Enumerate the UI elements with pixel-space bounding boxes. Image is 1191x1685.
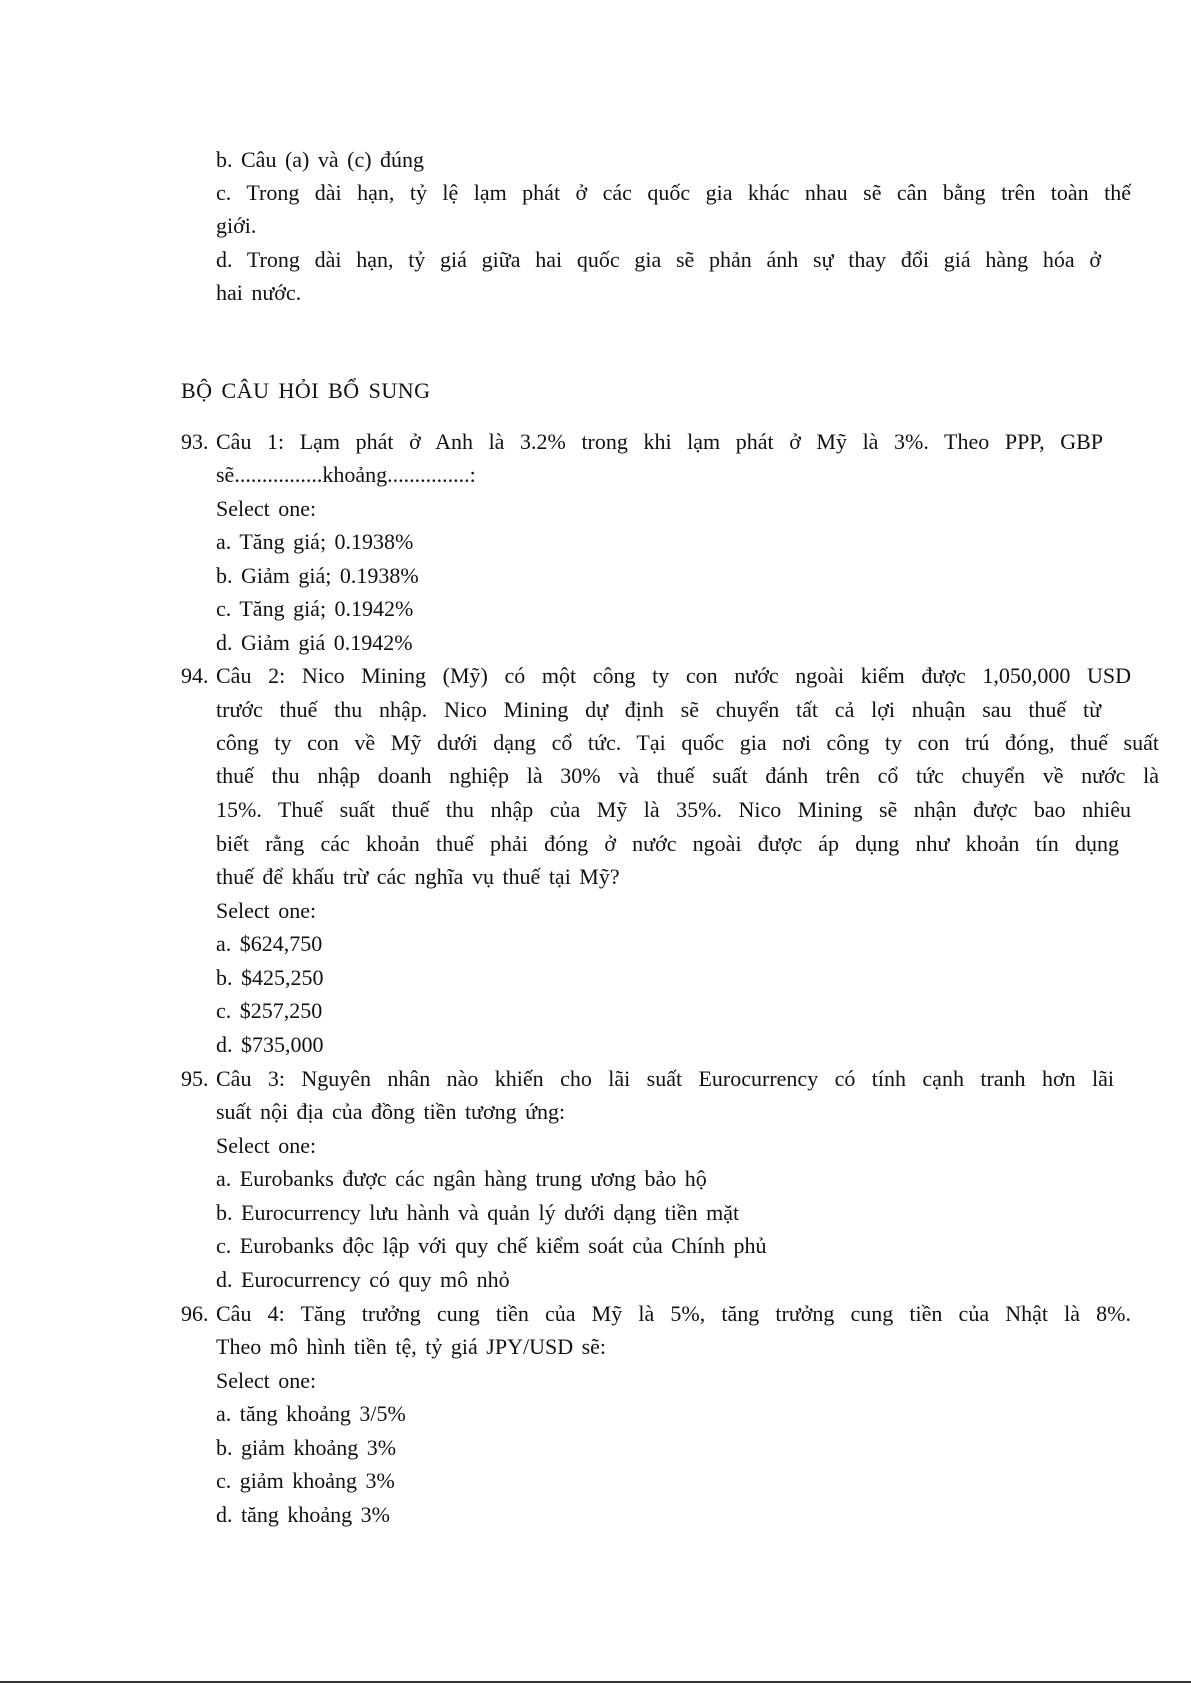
question-text-line: Theo mô hình tiền tệ, tỷ giá JPY/USD sẽ: xyxy=(216,1334,607,1359)
question-text-line: thuế để khấu trừ các nghĩa vụ thuế tại Mỹ? xyxy=(216,864,620,889)
answer-option-c: c. giảm khoảng 3% xyxy=(216,1468,395,1493)
answer-option-b: b. giảm khoảng 3% xyxy=(216,1435,397,1460)
answer-option-d: d. Giảm giá 0.1942% xyxy=(216,630,413,655)
option-c-continuation: giới. xyxy=(216,213,257,238)
question-text-line: suất nội địa của đồng tiền tương ứng: xyxy=(216,1099,566,1124)
select-one-label: Select one: xyxy=(216,1368,317,1393)
answer-option-a: a. Eurobanks được các ngân hàng trung ương bảo hộ xyxy=(216,1166,707,1191)
question-text-line: thuế thu nhập doanh nghiệp là 30% và thuế suất đánh trên cổ tức chuyển về nước là xyxy=(216,763,1159,788)
answer-option-c: c. $257,250 xyxy=(216,998,323,1023)
question-number: 94. xyxy=(181,663,209,688)
question-text-line: sẽ................khoảng...............: xyxy=(216,462,476,487)
question-number: 95. xyxy=(181,1066,209,1091)
question-text-line: 15%. Thuế suất thuế thu nhập của Mỹ là 35%. Nico Mining sẽ nhận được bao nhiêu xyxy=(216,797,1131,822)
answer-option-d: d. Eurocurrency có quy mô nhỏ xyxy=(216,1267,510,1292)
question-text-line: Câu 1: Lạm phát ở Anh là 3.2% trong khi lạm phát ở Mỹ là 3%. Theo PPP, GBP xyxy=(216,429,1103,454)
answer-option-b: b. Giảm giá; 0.1938% xyxy=(216,563,419,588)
page-bottom-divider xyxy=(0,1681,1191,1683)
question-text-line: Câu 2: Nico Mining (Mỹ) có một công ty con nước ngoài kiếm được 1,050,000 USD xyxy=(216,663,1131,688)
answer-option-b: b. $425,250 xyxy=(216,965,324,990)
option-d-continuation: hai nước. xyxy=(216,280,302,305)
select-one-label: Select one: xyxy=(216,496,317,521)
option-d: d. Trong dài hạn, tỷ giá giữa hai quốc gia sẽ phản ánh sự thay đổi giá hàng hóa ở xyxy=(216,247,1101,272)
question-text-line: biết rằng các khoản thuế phải đóng ở nước ngoài được áp dụng như khoản tín dụng xyxy=(216,831,1119,856)
answer-option-c: c. Tăng giá; 0.1942% xyxy=(216,596,414,621)
answer-option-c: c. Eurobanks độc lập với quy chế kiểm soát của Chính phủ xyxy=(216,1233,767,1258)
question-text-line: Câu 4: Tăng trưởng cung tiền của Mỹ là 5%, tăng trưởng cung tiền của Nhật là 8%. xyxy=(216,1301,1131,1326)
question-number: 93. xyxy=(181,429,209,454)
answer-option-d: d. $735,000 xyxy=(216,1032,324,1057)
answer-option-a: a. tăng khoảng 3/5% xyxy=(216,1401,406,1426)
question-text-line: công ty con về Mỹ dưới dạng cổ tức. Tại quốc gia nơi công ty con trú đóng, thuế suất xyxy=(216,730,1159,755)
answer-option-d: d. tăng khoảng 3% xyxy=(216,1502,390,1527)
option-c: c. Trong dài hạn, tỷ lệ lạm phát ở các quốc gia khác nhau sẽ cân bằng trên toàn thế xyxy=(216,180,1131,205)
section-title: BỘ CÂU HỎI BỔ SUNG xyxy=(181,378,431,403)
question-text-line: trước thuế thu nhập. Nico Mining dự định sẽ chuyển tất cả lợi nhuận sau thuế từ xyxy=(216,697,1101,722)
answer-option-a: a. Tăng giá; 0.1938% xyxy=(216,529,414,554)
answer-option-a: a. $624,750 xyxy=(216,931,323,956)
option-b: b. Câu (a) và (c) đúng xyxy=(216,147,425,172)
question-text-line: Câu 3: Nguyên nhân nào khiến cho lãi suất Eurocurrency có tính cạnh tranh hơn lãi xyxy=(216,1066,1114,1091)
select-one-label: Select one: xyxy=(216,1133,317,1158)
answer-option-b: b. Eurocurrency lưu hành và quản lý dưới dạng tiền mặt xyxy=(216,1200,740,1225)
select-one-label: Select one: xyxy=(216,898,317,923)
question-number: 96. xyxy=(181,1301,209,1326)
